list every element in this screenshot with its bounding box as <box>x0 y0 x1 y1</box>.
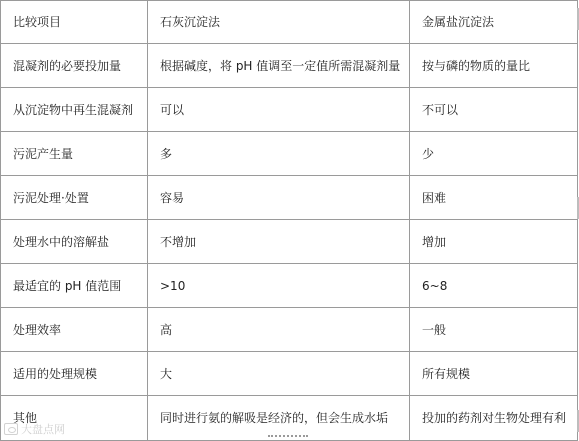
table-cell: 处理效率 <box>1 308 148 352</box>
header-cell: 石灰沉淀法 <box>148 1 410 44</box>
table-cell: 多 <box>148 132 410 176</box>
table-row <box>1 132 578 176</box>
table-cell: 根据碱度，将 pH 值调至一定值所需混凝剂量 <box>148 44 410 88</box>
table-cell: 不可以 <box>410 88 578 132</box>
table-cell: 所有规模 <box>410 352 578 396</box>
table-row <box>1 396 578 441</box>
table-header-row <box>1 1 578 44</box>
table-cell: 大 <box>148 352 410 396</box>
table-row <box>1 308 578 352</box>
table-cell: 可以 <box>148 88 410 132</box>
table-cell: 污泥产生量 <box>1 132 148 176</box>
watermark-text: 大盘点网 <box>21 423 65 436</box>
table-cell: 最适宜的 pH 值范围 <box>1 264 148 308</box>
header-cell: 金属盐沉淀法 <box>410 1 578 44</box>
table-cell: 高 <box>148 308 410 352</box>
table-cell: 不增加 <box>148 220 410 264</box>
table-cell: 处理水中的溶解盐 <box>1 220 148 264</box>
table-row <box>1 44 578 88</box>
table-row <box>1 176 578 220</box>
header-cell: 比较项目 <box>1 1 148 44</box>
table-cell: 混凝剂的必要投加量 <box>1 44 148 88</box>
table-cell: 污泥处理·处置 <box>1 176 148 220</box>
bottom-dotted-line <box>268 435 308 439</box>
table-cell: >10 <box>148 264 410 308</box>
table-row <box>1 352 578 396</box>
table-cell: 适用的处理规模 <box>1 352 148 396</box>
table-cell: 投加的药剂对生物处理有利 <box>410 396 578 441</box>
table-cell: 同时进行氨的解吸是经济的，但会生成水垢 <box>148 396 410 441</box>
table-row <box>1 220 578 264</box>
table-row <box>1 88 578 132</box>
table-cell: 从沉淀物中再生混凝剂 <box>1 88 148 132</box>
table-cell: 困难 <box>410 176 578 220</box>
table-cell: 增加 <box>410 220 578 264</box>
table-row <box>1 264 578 308</box>
table-cell: 6~8 <box>410 264 578 308</box>
table-cell: 按与磷的物质的量比 <box>410 44 578 88</box>
table-cell: 少 <box>410 132 578 176</box>
table-cell: 其他 <box>1 396 148 441</box>
table-cell: 一般 <box>410 308 578 352</box>
table-cell: 容易 <box>148 176 410 220</box>
